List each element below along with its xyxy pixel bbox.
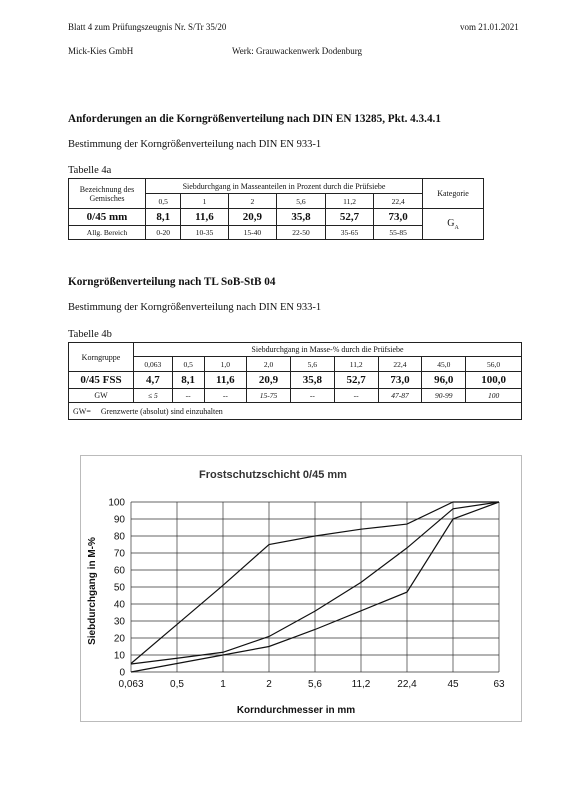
table4a-value: 52,7 (325, 209, 374, 226)
table4a-col-label: Bezeichnung des Gemisches (69, 179, 146, 209)
table4b-sieve: 11,2 (334, 357, 378, 372)
table4a-category (423, 209, 484, 240)
chart-y-axis-label: Siebdurchgang in M-% (87, 537, 98, 645)
y-tick-label: 100 (108, 497, 125, 509)
table4a-range: 55-85 (374, 226, 423, 240)
table4b-row-label: 0/45 FSS (69, 372, 134, 389)
table4b-limit: 15-75 (247, 389, 291, 403)
table4a-value: 73,0 (374, 209, 423, 226)
header-date: vom 21.01.2021 (460, 22, 519, 32)
table4b-value: 96,0 (422, 372, 466, 389)
y-tick-label: 10 (113, 650, 125, 662)
table4a-sieve: 22,4 (374, 194, 423, 209)
table4a-range: 0-20 (146, 226, 181, 240)
x-tick-label: 5,6 (308, 679, 322, 690)
section1-title: Anforderungen an die Korngrößenverteilung nach DIN EN 13285, Pkt. 4.3.4.1 (68, 113, 441, 125)
table4a-value: 20,9 (228, 209, 277, 226)
table4b-value: 4,7 (134, 372, 173, 389)
footnote-key: GW= (73, 406, 91, 416)
category-subscript: A (454, 224, 459, 231)
x-tick-label: 2 (266, 679, 272, 690)
table4b-sieve: 0,5 (172, 357, 204, 372)
header-sheet-info: Blatt 4 zum Prüfungszeugnis Nr. S/Tr 35/20 (68, 22, 227, 32)
table4a-category-header: Kategorie (423, 179, 484, 209)
x-tick-label: 45 (447, 679, 459, 690)
table4b-sieve: 5,6 (290, 357, 334, 372)
y-tick-label: 60 (113, 565, 125, 577)
y-tick-label: 20 (113, 633, 125, 645)
table4a-range: 10-35 (181, 226, 228, 240)
chart-x-axis-label: Korndurchmesser in mm (236, 705, 356, 716)
table4b-value: 20,9 (247, 372, 291, 389)
table4a-range: 22-50 (277, 226, 326, 240)
table4a-value: 8,1 (146, 209, 181, 226)
y-tick-label: 50 (113, 582, 125, 594)
table4b-footnote (69, 403, 522, 420)
header-plant: Werk: Grauwackenwerk Dodenburg (232, 46, 363, 56)
x-tick-label: 63 (493, 679, 505, 690)
y-tick-label: 30 (113, 616, 125, 628)
table-4a (68, 178, 484, 240)
table4b-value: 11,6 (204, 372, 247, 389)
table4b-sieve: 2,0 (247, 357, 291, 372)
table-4b (68, 342, 522, 420)
chart-title: Frostschutzschicht 0/45 mm (199, 469, 347, 481)
footnote-text: Grenzwerte (absolut) sind einzuhalten (100, 406, 223, 416)
table4a-sieve: 5,6 (277, 194, 326, 209)
table4b-limit: 90-99 (422, 389, 466, 403)
x-tick-label: 11,2 (351, 679, 371, 690)
y-tick-label: 70 (113, 548, 125, 560)
table4a-range: 15-40 (228, 226, 277, 240)
x-tick-label: 22,4 (397, 679, 417, 690)
y-tick-label: 0 (119, 667, 125, 679)
category-letter: G (447, 217, 455, 229)
table4a-sieve: 1 (181, 194, 228, 209)
table4a-row-label: Allg. Bereich (69, 226, 146, 240)
table4b-sieve: 0,063 (134, 357, 173, 372)
table4b-value: 52,7 (334, 372, 378, 389)
table4a-range: 35-65 (325, 226, 374, 240)
table4b-limit: -- (172, 389, 204, 403)
table4b-row-label: GW (69, 389, 134, 403)
y-tick-label: 40 (113, 599, 125, 611)
section2-subtitle: Bestimmung der Korngrößenverteilung nach DIN EN 933-1 (68, 302, 322, 313)
chart-frame (80, 455, 522, 722)
table4a-caption: Tabelle 4a (68, 165, 112, 176)
table4b-limit: -- (204, 389, 247, 403)
table4b-limit: -- (334, 389, 378, 403)
table4a-sieve: 0,5 (146, 194, 181, 209)
section1-subtitle: Bestimmung der Korngrößenverteilung nach DIN EN 933-1 (68, 139, 322, 150)
table4b-sieve: 56,0 (466, 357, 522, 372)
table4b-value: 73,0 (378, 372, 422, 389)
grading-curve-chart (81, 456, 521, 721)
table4b-sieve: 22,4 (378, 357, 422, 372)
table4b-sieve: 1,0 (204, 357, 247, 372)
table4b-value: 35,8 (290, 372, 334, 389)
table4a-value: 11,6 (181, 209, 228, 226)
x-tick-label: 1 (220, 679, 226, 690)
table4b-value: 100,0 (466, 372, 522, 389)
x-tick-label: 0,5 (170, 679, 184, 690)
table4b-value: 8,1 (172, 372, 204, 389)
section2-title: Korngrößenverteilung nach TL SoB-StB 04 (68, 276, 276, 288)
y-tick-label: 90 (113, 514, 125, 526)
table4a-sieve: 11,2 (325, 194, 374, 209)
table4b-limit: ≤ 5 (134, 389, 173, 403)
table4b-sieve: 45,0 (422, 357, 466, 372)
table4a-sieve-header: Siebdurchgang in Masseanteilen in Prozent durch die Prüfsiebe (146, 179, 423, 194)
table4b-limit: 100 (466, 389, 522, 403)
table4a-row-label: 0/45 mm (69, 209, 146, 226)
table4b-limit: 47-87 (378, 389, 422, 403)
header-company: Mick-Kies GmbH (68, 46, 134, 56)
table4b-caption: Tabelle 4b (68, 329, 112, 340)
y-tick-label: 80 (113, 531, 125, 543)
table4b-col-label: Korngruppe (69, 343, 134, 372)
table4a-value: 35,8 (277, 209, 326, 226)
table4a-sieve: 2 (228, 194, 277, 209)
x-tick-label: 0,063 (118, 679, 144, 690)
table4b-limit: -- (290, 389, 334, 403)
table4b-sieve-header: Siebdurchgang in Masse-% durch die Prüfsiebe (134, 343, 522, 357)
